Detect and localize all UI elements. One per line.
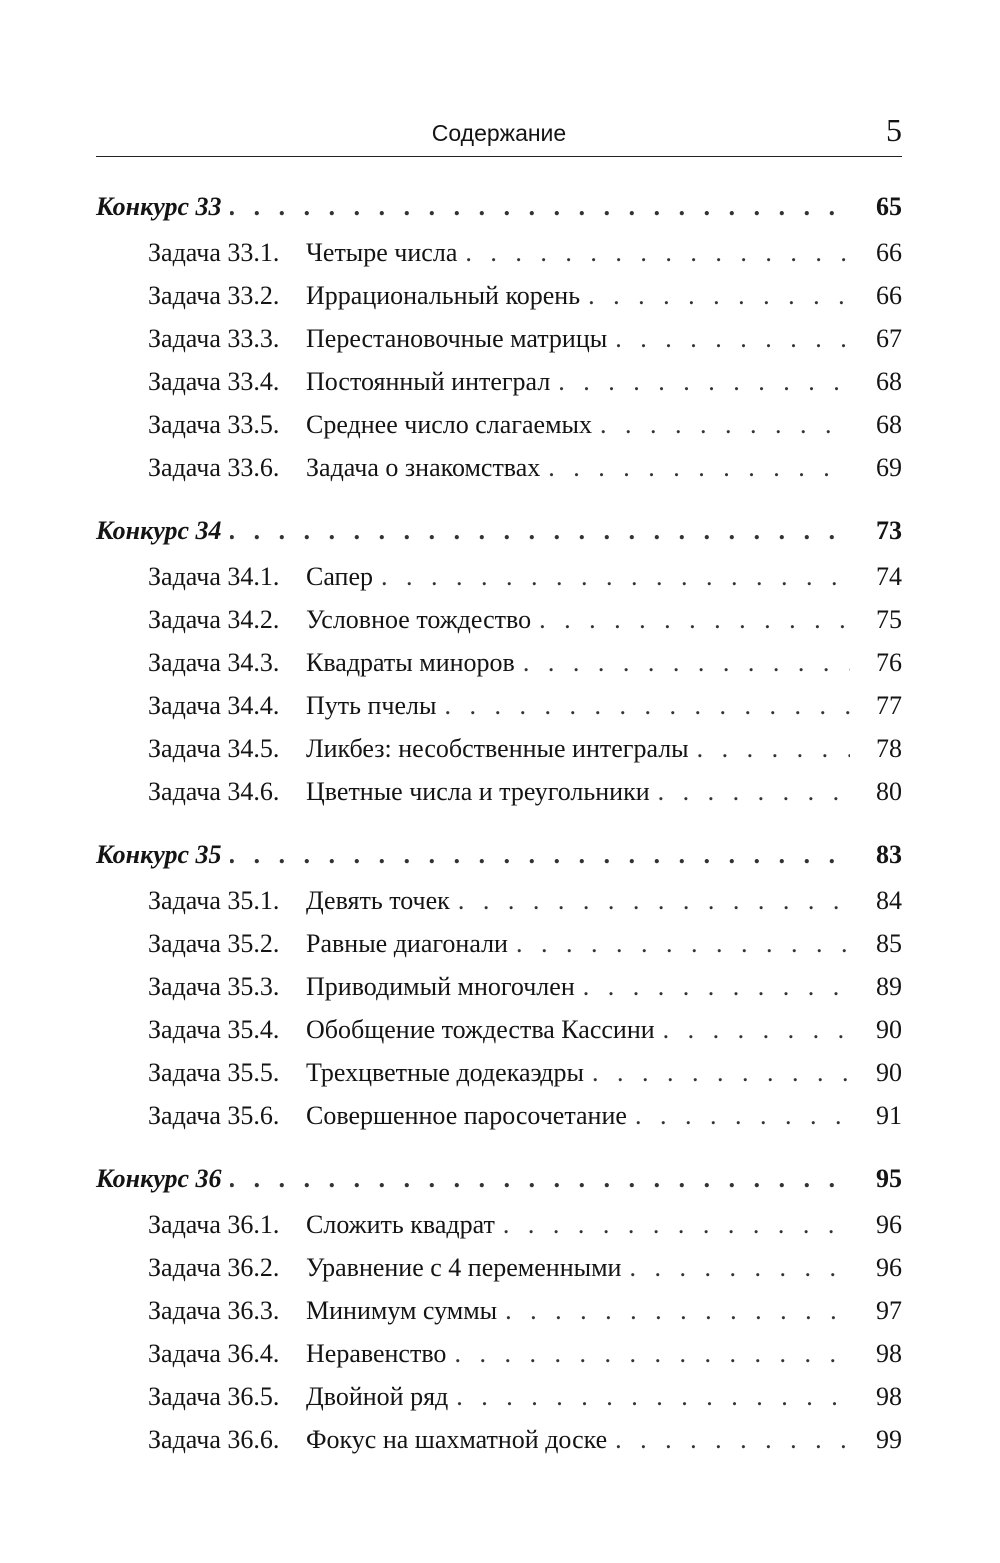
task-page-number: 89 [876, 972, 902, 1001]
toc-section [96, 507, 902, 813]
toc-section [96, 1155, 902, 1461]
toc-task-entry[interactable] [96, 727, 902, 770]
toc-task-entry[interactable] [96, 1094, 902, 1137]
task-number: Задача 35.1. [148, 886, 280, 915]
task-title: Задача о знакомствах [306, 453, 541, 482]
toc-task-entry[interactable] [96, 1375, 902, 1418]
task-title: Постоянный интеграл [306, 367, 551, 396]
toc-task-entry[interactable] [96, 684, 902, 727]
dot-leader [592, 1051, 850, 1094]
task-title: Квадраты миноров [306, 648, 515, 677]
task-title: Равные диагонали [306, 929, 508, 958]
task-number: Задача 34.4. [148, 691, 280, 720]
task-title: Фокус на шахматной доске [306, 1425, 608, 1454]
toc-task-entry[interactable] [96, 360, 902, 403]
contest-label: Конкурс 34 [96, 516, 222, 545]
task-number: Задача 34.2. [148, 605, 280, 634]
dot-leader [588, 274, 850, 317]
dot-leader [663, 1008, 850, 1051]
task-title: Неравенство [306, 1339, 447, 1368]
dot-leader [583, 965, 850, 1008]
task-title: Двойной ряд [306, 1382, 449, 1411]
task-page-number: 85 [876, 929, 902, 958]
table-of-contents [96, 183, 902, 1461]
task-page-number: 97 [876, 1296, 902, 1325]
task-page-number: 91 [876, 1101, 902, 1130]
toc-task-entry[interactable] [96, 770, 902, 813]
task-number: Задача 34.3. [148, 648, 280, 677]
header-page-number: 5 [886, 112, 902, 148]
task-number: Задача 33.1. [148, 238, 280, 267]
task-page-number: 68 [876, 410, 902, 439]
dot-leader [516, 922, 850, 965]
task-page-number: 68 [876, 367, 902, 396]
task-number: Задача 33.5. [148, 410, 280, 439]
task-number: Задача 36.4. [148, 1339, 280, 1368]
task-title: Приводимый многочлен [306, 972, 575, 1001]
dot-leader [230, 831, 851, 879]
task-title: Минимум суммы [306, 1296, 498, 1325]
task-page-number: 74 [876, 562, 902, 591]
toc-task-entry[interactable] [96, 555, 902, 598]
task-title: Четыре числа [306, 238, 458, 267]
task-title: Ликбез: несобственные интегралы [306, 734, 689, 763]
task-number: Задача 33.3. [148, 324, 280, 353]
task-page-number: 69 [876, 453, 902, 482]
toc-task-entry[interactable] [96, 1203, 902, 1246]
task-page-number: 98 [876, 1339, 902, 1368]
toc-contest-entry[interactable] [96, 507, 902, 555]
task-page-number: 76 [876, 648, 902, 677]
task-number: Задача 35.5. [148, 1058, 280, 1087]
task-title: Перестановочные матрицы [306, 324, 608, 353]
task-number: Задача 35.2. [148, 929, 280, 958]
toc-contest-entry[interactable] [96, 831, 902, 879]
dot-leader [465, 231, 850, 274]
task-title: Условное тождество [306, 605, 532, 634]
contest-page-number: 65 [876, 192, 902, 221]
task-page-number: 98 [876, 1382, 902, 1411]
dot-leader [230, 507, 851, 555]
task-page-number: 67 [876, 324, 902, 353]
task-page-number: 66 [876, 281, 902, 310]
task-title: Трехцветные додекаэдры [306, 1058, 584, 1087]
toc-contest-entry[interactable] [96, 1155, 902, 1203]
task-title: Иррациональный корень [306, 281, 581, 310]
header-title: Содержание [431, 120, 567, 146]
task-page-number: 90 [876, 1015, 902, 1044]
dot-leader [635, 1094, 850, 1137]
toc-task-entry[interactable] [96, 641, 902, 684]
toc-task-entry[interactable] [96, 231, 902, 274]
toc-task-entry[interactable] [96, 403, 902, 446]
toc-task-entry[interactable] [96, 1418, 902, 1461]
task-page-number: 78 [876, 734, 902, 763]
task-page-number: 96 [876, 1253, 902, 1282]
toc-task-entry[interactable] [96, 1246, 902, 1289]
task-number: Задача 34.5. [148, 734, 280, 763]
dot-leader [503, 1203, 850, 1246]
dot-leader [629, 1246, 850, 1289]
toc-task-entry[interactable] [96, 1008, 902, 1051]
contest-label: Конкурс 33 [96, 192, 222, 221]
toc-task-entry[interactable] [96, 274, 902, 317]
dot-leader [558, 360, 850, 403]
contest-label: Конкурс 35 [96, 840, 222, 869]
dot-leader [505, 1289, 850, 1332]
toc-section [96, 183, 902, 489]
dot-leader [458, 879, 850, 922]
task-title: Уравнение с 4 переменными [306, 1253, 622, 1282]
task-page-number: 66 [876, 238, 902, 267]
toc-section [96, 831, 902, 1137]
task-title: Цветные числа и треугольники [306, 777, 650, 806]
task-number: Задача 36.5. [148, 1382, 280, 1411]
task-number: Задача 36.3. [148, 1296, 280, 1325]
task-number: Задача 36.1. [148, 1210, 280, 1239]
dot-leader [600, 403, 850, 446]
task-title: Сапер [306, 562, 373, 591]
task-title: Путь пчелы [306, 691, 437, 720]
dot-leader [381, 555, 850, 598]
task-page-number: 75 [876, 605, 902, 634]
task-page-number: 80 [876, 777, 902, 806]
dot-leader [539, 598, 850, 641]
task-page-number: 96 [876, 1210, 902, 1239]
task-title: Сложить квадрат [306, 1210, 495, 1239]
task-title: Совершенное паросочетание [306, 1101, 627, 1130]
task-number: Задача 36.2. [148, 1253, 280, 1282]
task-page-number: 84 [876, 886, 902, 915]
running-header [96, 108, 902, 157]
dot-leader [658, 770, 850, 813]
toc-task-entry[interactable] [96, 446, 902, 489]
dot-leader [523, 641, 850, 684]
task-page-number: 90 [876, 1058, 902, 1087]
dot-leader [548, 446, 850, 489]
contest-page-number: 73 [876, 516, 902, 545]
task-title: Девять точек [306, 886, 450, 915]
task-page-number: 99 [876, 1425, 902, 1454]
task-page-number: 77 [876, 691, 902, 720]
dot-leader [454, 1332, 850, 1375]
task-title: Обобщение тождества Кассини [306, 1015, 655, 1044]
toc-task-entry[interactable] [96, 879, 902, 922]
dot-leader [444, 684, 850, 727]
toc-task-entry[interactable] [96, 317, 902, 360]
dot-leader [615, 1418, 850, 1461]
contest-label: Конкурс 36 [96, 1164, 222, 1193]
dot-leader [230, 1155, 851, 1203]
dot-leader [615, 317, 850, 360]
toc-task-entry[interactable] [96, 1051, 902, 1094]
task-number: Задача 33.2. [148, 281, 280, 310]
toc-task-entry[interactable] [96, 922, 902, 965]
task-title: Среднее число слагаемых [306, 410, 592, 439]
dot-leader [230, 183, 851, 231]
task-number: Задача 34.6. [148, 777, 280, 806]
toc-contest-entry[interactable] [96, 183, 902, 231]
dot-leader [697, 727, 850, 770]
toc-task-entry[interactable] [96, 1332, 902, 1375]
contest-page-number: 95 [876, 1164, 902, 1193]
task-number: Задача 33.6. [148, 453, 280, 482]
contest-page-number: 83 [876, 840, 902, 869]
task-number: Задача 36.6. [148, 1425, 280, 1454]
toc-task-entry[interactable] [96, 965, 902, 1008]
dot-leader [456, 1375, 850, 1418]
task-number: Задача 35.6. [148, 1101, 280, 1130]
toc-task-entry[interactable] [96, 598, 902, 641]
toc-task-entry[interactable] [96, 1289, 902, 1332]
task-number: Задача 34.1. [148, 562, 280, 591]
task-number: Задача 35.3. [148, 972, 280, 1001]
task-number: Задача 35.4. [148, 1015, 280, 1044]
task-number: Задача 33.4. [148, 367, 280, 396]
